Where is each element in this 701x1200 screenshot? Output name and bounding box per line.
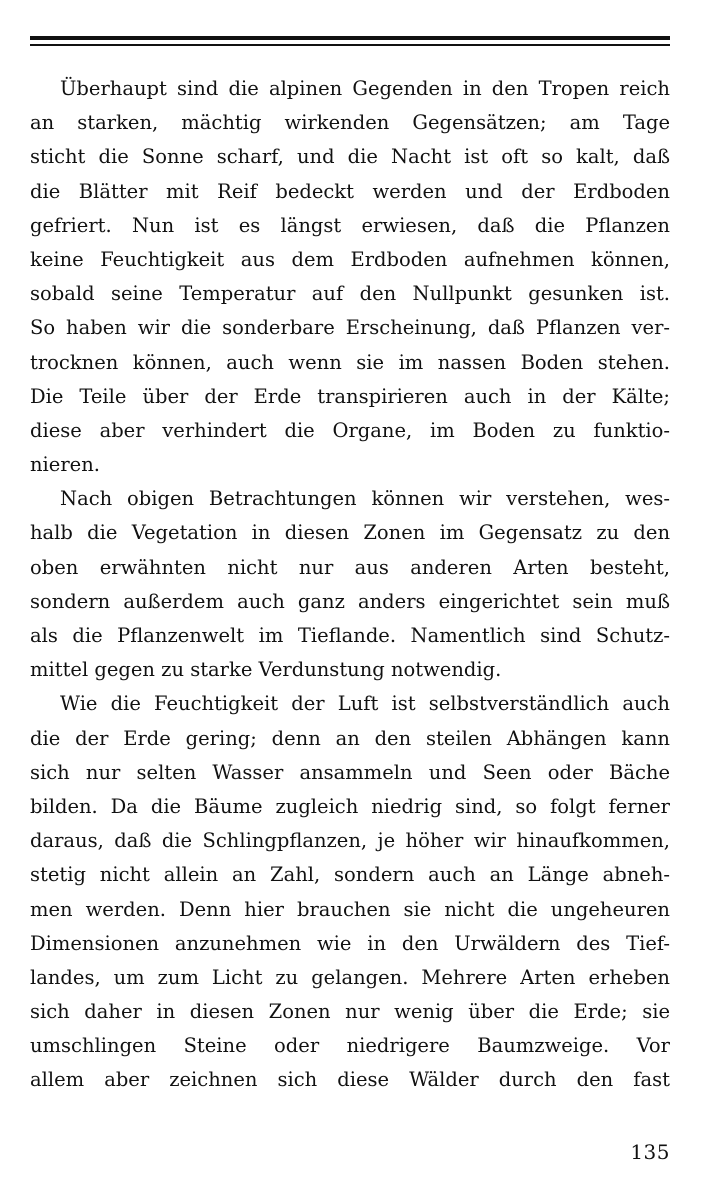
text-line: mittel gegen zu starke Verdunstung notwendig.: [30, 658, 502, 682]
header-rule-thin: [30, 44, 670, 46]
text-line: sondern außerdem auch ganz anders eingerichtet sein muß: [30, 589, 670, 613]
text-line: Überhaupt sind die alpinen Gegenden in den Tropen reich: [60, 77, 670, 100]
text-line: nieren.: [30, 453, 100, 477]
text-line: als die Pflanzenwelt im Tieflande. Namentlich sind Schutz-: [30, 624, 670, 647]
text-line: Wie die Feuchtigkeit der Luft ist selbstverständlich auch: [60, 692, 670, 716]
paragraph: [30, 482, 670, 687]
text-line: gefriert. Nun ist es längst erwiesen, daß die Pflanzen: [30, 213, 670, 237]
text-line: So haben wir die sonderbare Erscheinung, daß Pflanzen ver-: [30, 316, 670, 340]
text-line: oben erwähnten nicht nur aus anderen Arten besteht,: [30, 555, 670, 579]
text-line: landes, um zum Licht zu gelangen. Mehrere Arten erheben: [30, 965, 670, 989]
header-rule-thick: [30, 36, 670, 40]
text-line: an starken, mächtig wirkenden Gegensätzen; am Tage: [30, 111, 670, 135]
text-line: daraus, daß die Schlingpflanzen, je höher wir hinaufkommen,: [30, 829, 670, 853]
paragraph: [30, 687, 670, 1097]
text-line: trocknen können, auch wenn sie im nassen Boden stehen.: [30, 350, 670, 374]
text-line: die Blätter mit Reif bedeckt werden und der Erdboden: [30, 179, 670, 203]
text-line: sich daher in diesen Zonen nur wenig über die Erde; sie: [30, 1000, 670, 1024]
text-line: Dimensionen anzunehmen wie in den Urwäldern des Tief-: [30, 931, 670, 955]
body-text: [30, 72, 670, 1098]
paragraph: [30, 72, 670, 482]
text-line: halb die Vegetation in diesen Zonen im Gegensatz zu den: [30, 521, 670, 545]
text-line: sich nur selten Wasser ansammeln und Seen oder Bäche: [30, 760, 670, 784]
text-line: keine Feuchtigkeit aus dem Erdboden aufnehmen können,: [30, 247, 670, 271]
text-line: diese aber verhindert die Organe, im Boden zu funktio-: [30, 418, 670, 442]
text-line: stetig nicht allein an Zahl, sondern auch an Länge abneh-: [30, 863, 670, 887]
text-line: sobald seine Temperatur auf den Nullpunkt gesunken ist.: [30, 282, 670, 306]
text-line: umschlingen Steine oder niedrigere Baumzweige. Vor: [30, 1034, 670, 1058]
page-number: 135: [630, 1140, 670, 1164]
text-line: die der Erde gering; denn an den steilen Abhängen kann: [30, 726, 670, 750]
text-line: Nach obigen Betrachtungen können wir verstehen, wes-: [60, 487, 670, 511]
text-line: allem aber zeichnen sich diese Wälder durch den fast: [30, 1068, 670, 1092]
text-line: men werden. Denn hier brauchen sie nicht die ungeheuren: [30, 897, 670, 921]
text-line: sticht die Sonne scharf, und die Nacht ist oft so kalt, daß: [30, 145, 670, 169]
text-line: bilden. Da die Bäume zugleich niedrig sind, so folgt ferner: [30, 794, 670, 818]
text-line: Die Teile über der Erde transpirieren auch in der Kälte;: [30, 384, 670, 408]
